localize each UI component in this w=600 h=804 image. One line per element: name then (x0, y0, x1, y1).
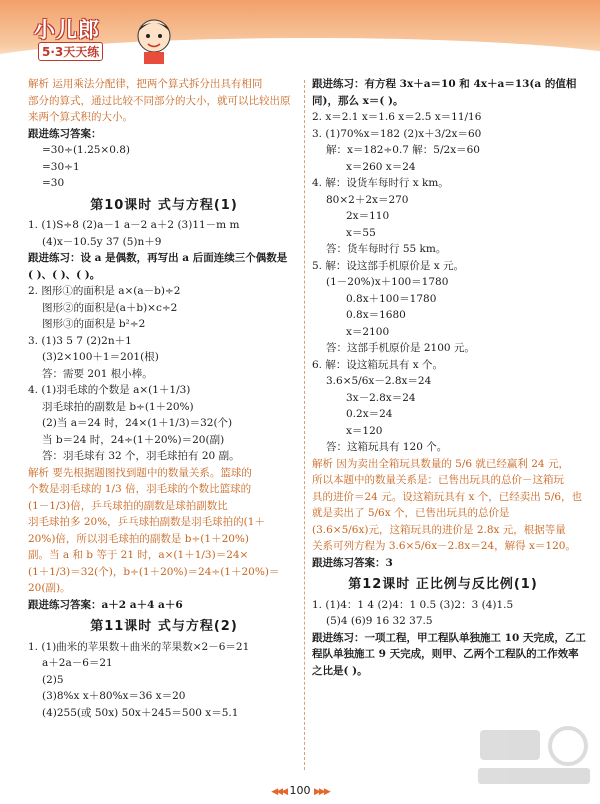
answer-step: =30 (42, 177, 65, 189)
answer-line: (3)2×100＋1＝201(根) (42, 351, 159, 363)
analysis-text: 部分的算式，通过比较不同部分的大小，就可以比较出原 (28, 94, 291, 107)
answer-line: 1. (1)4：1 4 (2)4：1 0.5 (3)2：3 (4)1.5 (312, 598, 514, 611)
analysis-text: (3.6×5/6x)元，这箱玩具的进价是 2.8x 元，根据等量 (312, 523, 566, 536)
answer-line: (3)8%x x＋80%x＝36 x＝20 (42, 690, 186, 702)
answer-line: 羽毛球拍的副数是 b÷(1＋20%) (42, 400, 194, 413)
answer-line: 答：这箱玩具有 120 个。 (326, 441, 448, 453)
answer-line: 3.6×5/6x－2.8x＝24 (326, 375, 432, 387)
analysis-text: 所以本题中的数量关系是：已售出玩具的总价－这箱玩 (312, 474, 564, 486)
analysis-text: 个数是羽毛球的 1/3 倍，羽毛球的个数比篮球的 (28, 483, 252, 495)
answer-line: 2. x＝2.1 x＝1.6 x＝2.5 x＝11/16 (312, 111, 482, 123)
left-column (28, 76, 300, 721)
answer-line: 4. (1)羽毛球的个数是 a×(1＋1/3) (28, 384, 191, 396)
page-number-text: 100 (289, 784, 311, 797)
answer-line: 0.2x＝24 (346, 408, 393, 420)
analysis-text: (1＋1/3)＝32(个)，b÷(1＋20%)＝24÷(1＋20%)＝ (28, 565, 280, 578)
answer-line: 0.8x＝1680 (346, 309, 406, 321)
practice-line: 之比是( )。 (312, 664, 368, 677)
answer-line: 6. 解：设这箱玩具有 x 个。 (312, 358, 443, 371)
logo-title: 小儿郎 (34, 18, 100, 42)
analysis-text: 解析 因为卖出全箱玩具数量的 5/6 就已经赢利 24 元， (312, 457, 569, 470)
analysis-text: 关系可列方程为 3.6×5/6x－2.8x＝24，解得 x＝120。 (312, 540, 576, 552)
right-column (312, 76, 586, 679)
answer-line: 3x－2.8x＝24 (346, 391, 416, 404)
answer-line: x＝55 (346, 226, 376, 239)
column-divider (304, 80, 305, 770)
practice-line: 同)，那么 x＝( )。 (312, 94, 404, 107)
answer-line: 图形②的面积是(a＋b)×c÷2 (42, 301, 178, 314)
brand-logo (28, 8, 148, 66)
logo-subtitle: 5·3天天练 (38, 42, 103, 61)
answer-step: =30÷1 (42, 160, 80, 173)
practice-line: 程队单独施工 9 天完成，则甲、乙两个工程队的工作效率 (312, 648, 579, 660)
lesson-12-title: 第12课时 正比例与反比例(1) (348, 577, 538, 592)
analysis-text: (1－1/3)倍，乒乓球拍的副数是球拍副数比 (28, 499, 228, 512)
analysis-text: 羽毛球拍多 20%，乒乓球拍副数是羽毛球拍的(1＋ (28, 516, 265, 528)
answer-line: 图形③的面积是 b²÷2 (42, 318, 146, 330)
answer-label: 跟进练习答案： (28, 127, 102, 140)
answer-line: 当 b＝24 时，24÷(1＋20%)＝20(副) (42, 433, 225, 446)
answer-line: 答：货车每时行 55 km。 (326, 243, 447, 255)
answer-label: 跟进练习答案：a＋2 a＋4 a＋6 (28, 598, 183, 611)
analysis-text: 解析 运用乘法分配律，把两个算式拆分出具有相同 (28, 78, 263, 90)
prev-arrows-icon: ◀◀◀ (271, 787, 286, 797)
answer-line: (2)5 (42, 673, 64, 686)
answer-line: 80×2＋2x＝270 (326, 193, 409, 206)
answer-line: 1. (1)曲米的苹果数＋曲米的苹果数×2－6＝21 (28, 640, 250, 653)
answer-line: (4)255(或 50x) 50x＋245＝500 x＝5.1 (42, 706, 239, 719)
practice-line: 跟进练习：一项工程，甲工程队单独施工 10 天完成，乙工 (312, 631, 586, 644)
answer-line: 答：需要 201 根小棒。 (42, 367, 153, 380)
lesson-11-title: 第11课时 式与方程(2) (90, 619, 238, 634)
answer-line: x＝120 (346, 424, 383, 437)
analysis-text: 来两个算式积的大小。 (28, 111, 133, 123)
answer-line: 4. 解：设货车每时行 x km。 (312, 177, 449, 189)
answer-line: (4)x－10.5y 37 (5)n＋9 (42, 235, 162, 248)
answer-line: 解：x＝182÷0.7 解：5/2x＝60 (326, 144, 480, 156)
answer-line: 1. (1)S÷8 (2)a－1 a－2 a＋2 (3)11－m m (28, 219, 240, 231)
mascot-icon (132, 14, 176, 66)
analysis-text: 副。当 a 和 b 等于 21 时，a×(1＋1/3)＝24× (28, 549, 249, 561)
next-arrows-icon: ▶▶▶ (314, 787, 329, 797)
analysis-text: 具的进价＝24 元。设这箱玩具有 x 个，已经卖出 5/6，也 (312, 490, 583, 503)
answer-line: 3. (1)3 5 7 (2)2n＋1 (28, 334, 132, 347)
answer-line: 答：这部手机原价是 2100 元。 (326, 342, 475, 354)
answer-step: =30÷(1.25×0.8) (42, 144, 131, 156)
analysis-text: 就是卖出了 5/6x 个，已售出玩具的总价是 (312, 507, 510, 519)
practice-line: 跟进练习：设 a 是偶数，再写出 a 后面连续三个偶数是 (28, 252, 288, 264)
answer-line: (1－20%)x＋100＝1780 (326, 276, 449, 288)
analysis-text: 解析 要先根据题图找到题中的数量关系。篮球的 (28, 466, 252, 479)
answer-line: a＋2a－6＝21 (42, 657, 113, 669)
answer-label: 跟进练习答案：3 (312, 556, 393, 569)
answer-line: x＝260 x＝24 (346, 160, 416, 173)
answer-line: 答：羽毛球有 32 个，羽毛球拍有 20 副。 (42, 450, 240, 462)
analysis-text: 20%)倍，所以羽毛球拍的副数是 b÷(1＋20%) (28, 532, 250, 545)
lesson-10-title: 第10课时 式与方程(1) (90, 197, 238, 213)
analysis-text: 20(副)。 (28, 582, 71, 594)
answer-line: 2x＝110 (346, 210, 390, 222)
answer-line: 0.8x＋100＝1780 (346, 292, 437, 305)
answer-line: x＝2100 (346, 325, 390, 338)
answer-line: (5)4 (6)9 16 32 37.5 (326, 615, 433, 627)
answer-line: 5. 解：设这部手机原价是 x 元。 (312, 259, 464, 272)
practice-line: 跟进练习：有方程 3x＋a＝10 和 4x＋a＝13(a 的值相 (312, 78, 577, 90)
practice-line: ( )、( )、( )。 (28, 268, 101, 281)
answer-line: 3. (1)70%x＝182 (2)x＋3/2x＝60 (312, 127, 482, 140)
watermark-logo-icon (474, 720, 594, 790)
answer-line: 2. 图形①的面积是 a×(a－b)÷2 (28, 285, 181, 297)
answer-line: (2)当 a＝24 时，24×(1＋1/3)＝32(个) (42, 417, 233, 429)
